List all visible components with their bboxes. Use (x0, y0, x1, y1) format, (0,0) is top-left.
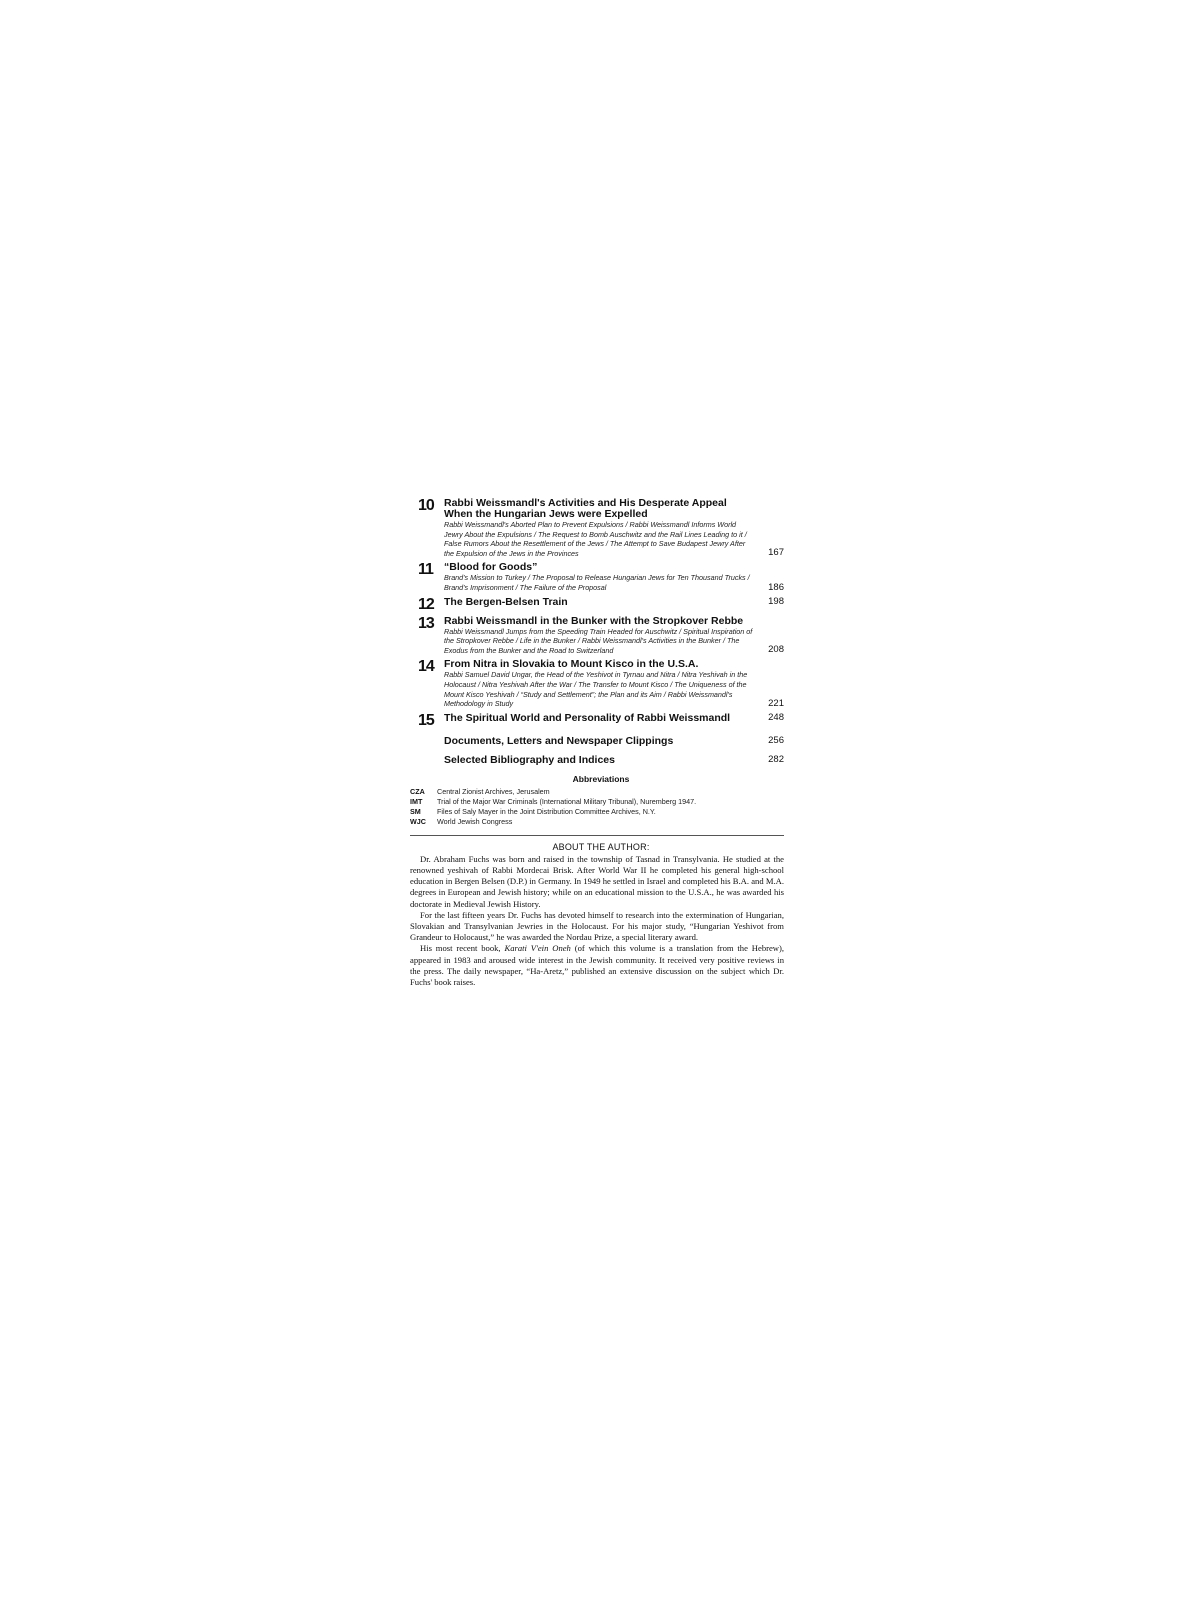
section-title: Selected Bibliography and Indices (444, 753, 615, 766)
chapter-number: 14 (418, 658, 434, 676)
about-paragraph-3 (410, 943, 784, 988)
chapter-number: 15 (418, 711, 434, 729)
toc-section-bibliography (444, 755, 784, 766)
chapter-number: 10 (418, 497, 434, 514)
toc-entry-14 (418, 659, 784, 708)
chapter-title: The Bergen-Belsen Train (444, 595, 568, 608)
about-heading: ABOUT THE AUTHOR: (552, 841, 650, 852)
abbreviation-code: SM (410, 806, 421, 816)
abbreviation-item (410, 817, 784, 827)
page-number: 208 (768, 644, 784, 656)
toc-entry-10 (418, 498, 784, 558)
chapter-description: Brand's Mission to Turkey / The Proposal to Release Hungarian Jews for Ten Thousand Trucks / Brand's Imprisonment / The Failure of the Proposal (444, 573, 750, 592)
about-paragraph-1: Dr. Abraham Fuchs was born and raised in the township of Tasnad in Transylvania. He studied at the renowned yeshivah of Rabbi Mordecai Brisk. After World War II he completed his general high-school education in Bergen Belsen (D.P.) in Germany. In 1949 he settled in Israel and completed his B.A. and M.A. degrees in European and Jewish history; while on an educational mission to the U.S.A., he was awarded his doctorate in Medieval Jewish History. (410, 853, 784, 909)
chapter-number: 11 (418, 561, 433, 579)
toc-entry-15 (418, 713, 784, 728)
about-author-section (410, 841, 785, 988)
abbreviation-item (410, 807, 784, 817)
about-text: (of which this volume is a translation from the Hebrew), appeared in 1983 and aroused wide interest in the Jewish community. It received very positive reviews in the press. The daily newspaper, “Ha-Aretz,” published an extensive discussion on the subject which Dr. Fuchs' book raises. (410, 943, 785, 987)
chapter-description: Rabbi Weissmandl Jumps from the Speeding Train Headed for Auschwitz / Spiritual Inspiration of the Stropkover Rebbe / Life in the Bunker / Rabbi Weissmandl's Activities in the Bunker / The Exodus from the Bunker and the Road to Switzerland (444, 626, 753, 655)
chapter-description: Rabbi Weissmandl's Aborted Plan to Prevent Expulsions / Rabbi Weissmandl Informs World Jewry About the Expulsions / The Request to Bomb Auschwitz and the Rail Lines Leading to it / False Rumors About the Resettlement of the Jews / The Attempt to Save Budapest Jewry After the Expulsion of the Jews in the Provinces (444, 520, 747, 558)
abbreviation-text: Files of Saly Mayer in the Joint Distribution Committee Archives, N.Y. (437, 806, 656, 816)
abbreviation-text: Trial of the Major War Criminals (International Military Tribunal), Nuremberg 1947. (437, 796, 697, 806)
page-number: 248 (768, 711, 784, 723)
book-page (410, 497, 785, 988)
chapter-title: From Nitra in Slovakia to Mount Kisco in the U.S.A. (444, 658, 699, 671)
about-text: His most recent book, (420, 943, 505, 954)
abbreviation-item (410, 787, 784, 797)
divider (410, 835, 784, 836)
abbreviation-code: WJC (410, 816, 426, 826)
section-title: Documents, Letters and Newspaper Clippings (444, 734, 674, 747)
abbreviations-heading: Abbreviations (572, 773, 630, 784)
page-number: 186 (768, 581, 784, 593)
chapter-title: Rabbi Weissmandl's Activities and His Desperate Appeal When the Hungarian Jews were Expelled (444, 497, 727, 520)
abbreviation-code: CZA (410, 786, 425, 796)
abbreviation-code: IMT (410, 796, 423, 806)
page-number: 167 (768, 547, 784, 559)
chapter-title: The Spiritual World and Personality of Rabbi Weissmandl (444, 711, 731, 724)
chapter-number: 13 (418, 614, 434, 632)
page-number: 198 (768, 595, 784, 607)
chapter-description: Rabbi Samuel David Ungar, the Head of the Yeshivot in Tyrnau and Nitra / Nitra Yeshivah in the Holocaust / Nitra Yeshivah After the War / The Transfer to Mount Kisco / The Uniqueness of the Mount Kisco Yeshivah / “Study and Settlement”; the Plan and its Aim / Rabbi Weissmandl's Methodology in Study (444, 670, 748, 709)
toc-entry-11 (418, 562, 784, 592)
book-title: Karati V'ein Oneh (504, 943, 571, 954)
toc-entry-12 (418, 597, 784, 612)
chapter-number: 12 (418, 595, 434, 613)
toc-entry-13 (418, 616, 784, 656)
chapter-title: “Blood for Goods” (444, 561, 538, 574)
chapter-title: Rabbi Weissmandl in the Bunker with the Stropkover Rebbe (444, 614, 744, 627)
about-paragraph-2: For the last fifteen years Dr. Fuchs has devoted himself to research into the extermination of Hungarian, Slovakian and Transylvanian Jewries in the Holocaust. For his major study, “Hungarian Yeshivot from Grandeur to Holocaust,” he was awarded the Nordau Prize, a special literary award. (410, 909, 784, 943)
abbreviation-text: World Jewish Congress (437, 816, 513, 826)
toc-section-documents (444, 736, 784, 747)
abbreviation-text: Central Zionist Archives, Jerusalem (437, 786, 550, 796)
page-number: 282 (768, 753, 784, 765)
page-number: 221 (768, 697, 784, 709)
abbreviation-item (410, 797, 784, 807)
page-number: 256 (768, 734, 784, 746)
